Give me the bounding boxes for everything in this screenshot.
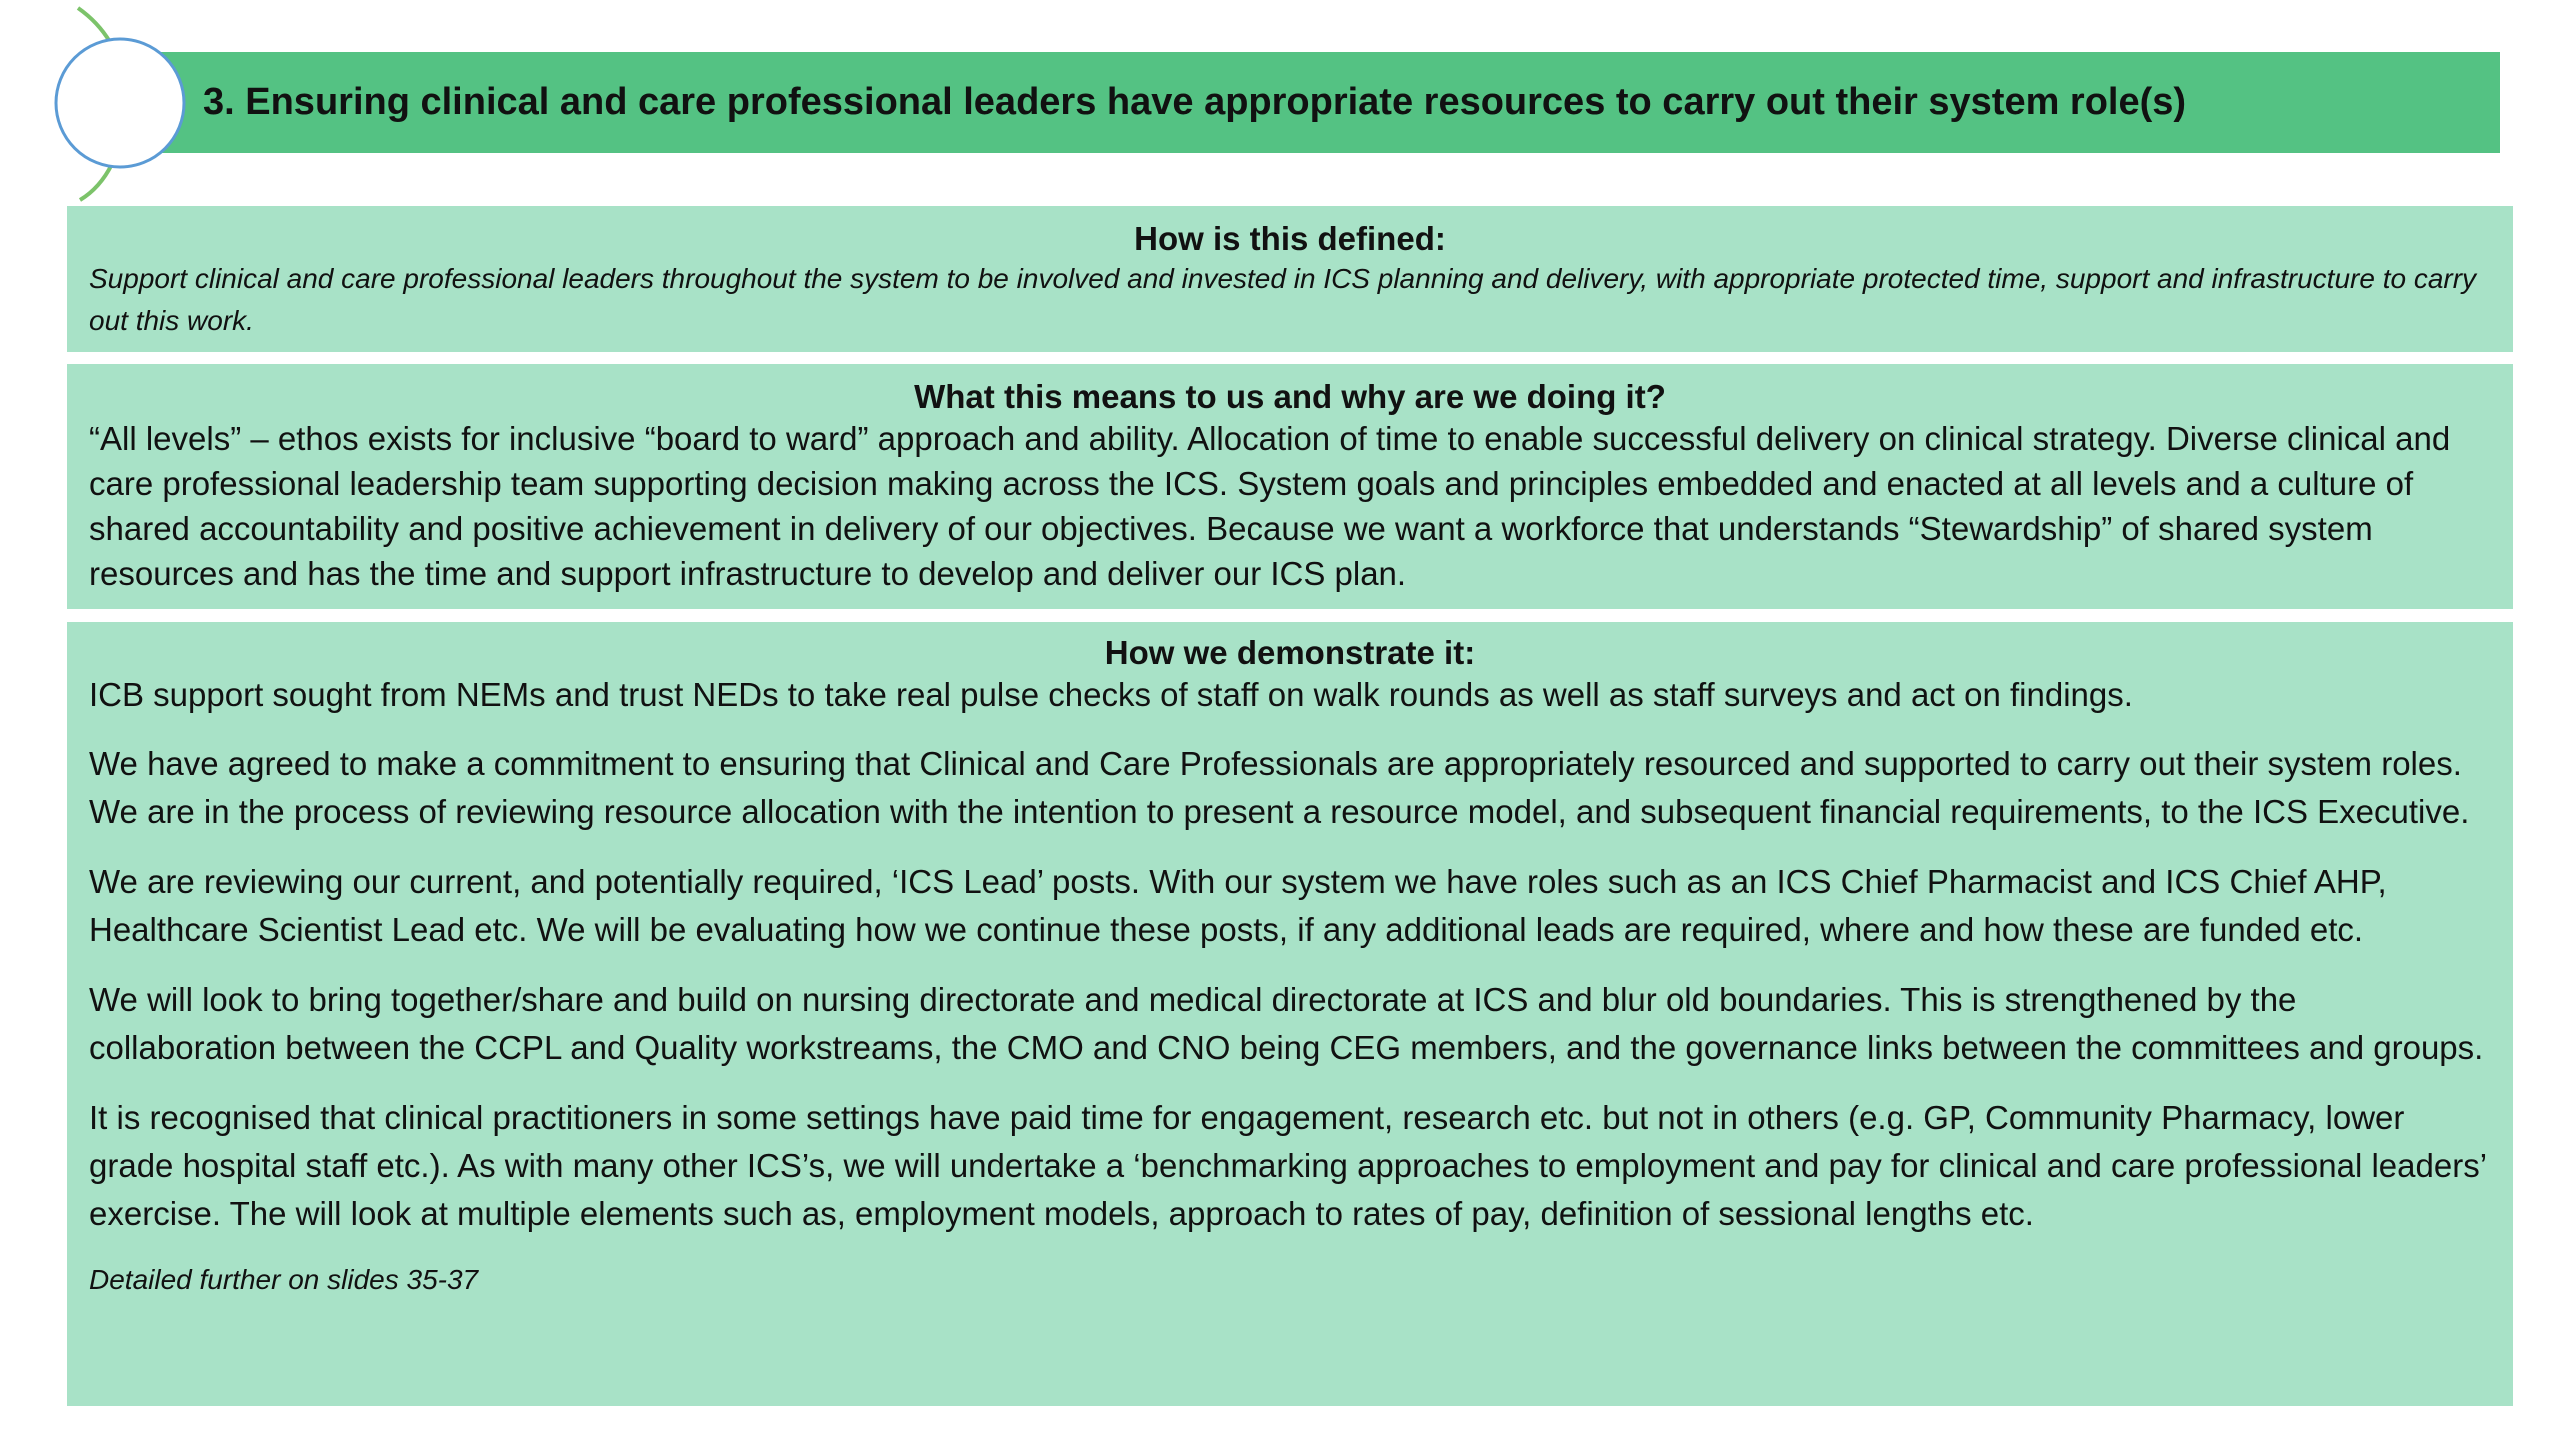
demonstrate-heading: How we demonstrate it:	[1104, 634, 1476, 671]
definition-panel	[67, 206, 2513, 352]
demonstrate-panel	[67, 622, 2513, 1406]
demonstrate-paragraph: We will look to bring together/share and build on nursing directorate and medical directorate at ICS and blur old boundaries. This is strengthened by the collaboration between the CCPL and Quality workstreams, the CMO and CNO being CEG members, and the governance links between the committees and groups.	[89, 981, 2484, 1066]
meaning-panel	[67, 364, 2513, 609]
meaning-text: “All levels” – ethos exists for inclusive “board to ward” approach and ability. Allocation of time to enable successful delivery on clinical strategy. Diverse clinical and care professional leadership team supporting decision making across the ICS. System goals and principles embedded and enacted at all levels and a culture of shared accountability and positive achievement in delivery of our objectives. Because we want a workforce that understands “Stewardship” of shared system resources and has the time and support infrastructure to develop and deliver our ICS plan.	[89, 420, 2451, 592]
demonstrate-paragraph: We are reviewing our current, and potentially required, ‘ICS Lead’ posts. With our system we have roles such as an ICS Chief Pharmacist and ICS Chief AHP, Healthcare Scientist Lead etc. We will be evaluating how we continue these posts, if any additional leads are required, where and how these are funded etc.	[89, 863, 2387, 948]
title-circle-badge	[56, 39, 184, 167]
definition-text: Support clinical and care professional leaders throughout the system to be involved and invested in ICS planning and delivery, with appropriate protected time, support and infrastructure to carry out this work.	[89, 263, 2477, 336]
slide-title: 3. Ensuring clinical and care professional leaders have appropriate resources to carry out their system role(s)	[203, 81, 2187, 123]
meaning-heading: What this means to us and why are we doing it?	[914, 378, 1666, 415]
definition-heading: How is this defined:	[1134, 220, 1446, 257]
demonstrate-paragraph: ICB support sought from NEMs and trust NEDs to take real pulse checks of staff on walk rounds as well as staff surveys and act on findings.	[89, 676, 2133, 713]
slides-reference-footnote: Detailed further on slides 35-37	[89, 1264, 479, 1295]
demonstrate-paragraph: We have agreed to make a commitment to ensuring that Clinical and Care Professionals are appropriately resourced and supported to carry out their system roles. We are in the process of reviewing resource allocation with the intention to present a resource model, and subsequent financial requirements, to the ICS Executive.	[89, 745, 2470, 830]
demonstrate-paragraph: It is recognised that clinical practitioners in some settings have paid time for engagement, research etc. but not in others (e.g. GP, Community Pharmacy, lower grade hospital staff etc.). As with many other ICS’s, we will undertake a ‘benchmarking approaches to employment and pay for clinical and care professional leaders’ exercise. The will look at multiple elements such as, employment models, approach to rates of pay, definition of sessional lengths etc.	[89, 1099, 2486, 1232]
